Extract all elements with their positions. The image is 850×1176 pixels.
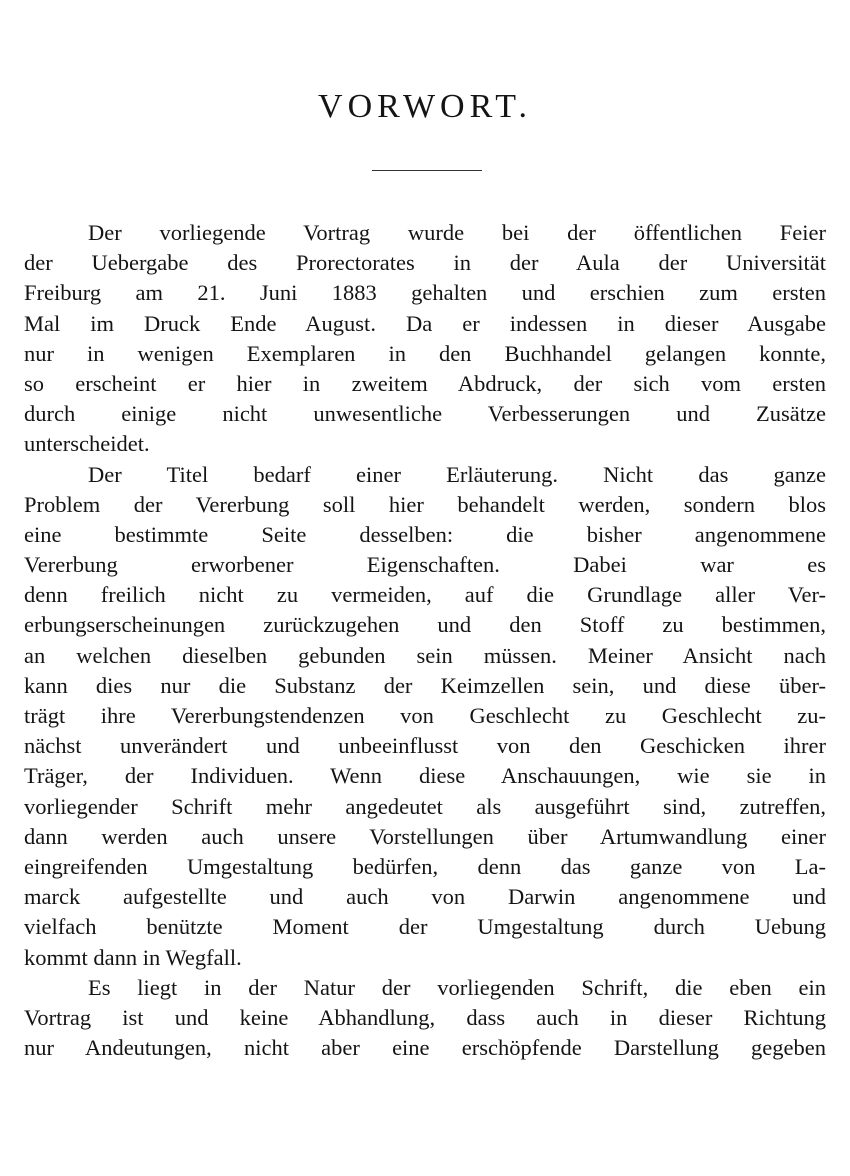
text-line: der Uebergabe des Prorectorates in der Aula der Universität xyxy=(24,250,826,276)
text-line: eine bestimmte Seite desselben: die bisher angenommene xyxy=(24,521,826,547)
text-line: nur Andeutungen, nicht aber eine erschöpfende Darstellung gegeben xyxy=(24,1035,826,1061)
text-line: kann dies nur die Substanz der Keimzellen sein, und diese über- xyxy=(24,672,826,698)
text-line: vielfach benützte Moment der Umgestaltung durch Uebung xyxy=(24,914,826,940)
page-title: VORWORT. xyxy=(318,88,532,125)
text-line: nur in wenigen Exemplaren in den Buchhandel gelangen konnte, xyxy=(24,340,826,366)
text-line: kommt dann in Wegfall. xyxy=(24,944,242,970)
text-line: durch einige nicht unwesentliche Verbesserungen und Zusätze xyxy=(24,401,826,427)
text-line: so erscheint er hier in zweitem Abdruck, der sich vom ersten xyxy=(24,370,826,396)
text-line: trägt ihre Vererbungstendenzen von Geschlecht zu Geschlecht zu- xyxy=(24,703,826,728)
text-line: Mal im Druck Ende August. Da er indessen in dieser Ausgabe xyxy=(24,310,826,336)
preface-text xyxy=(24,218,826,1063)
text-line: Vortrag ist und keine Abhandlung, dass auch in dieser Richtung xyxy=(24,1004,826,1030)
text-line: nächst unverändert und unbeeinflusst von den Geschicken ihrer xyxy=(24,733,826,759)
text-line: Der vorliegende Vortrag wurde bei der öffentlichen Feier xyxy=(88,220,826,245)
title-divider xyxy=(372,170,482,171)
text-line: Es liegt in der Natur der vorliegenden Schrift, die eben ein xyxy=(88,974,826,1000)
text-line: Problem der Vererbung soll hier behandelt werden, sondern blos xyxy=(24,491,826,517)
text-line: marck aufgestellte und auch von Darwin angenommene und xyxy=(24,884,826,910)
text-line: an welchen dieselben gebunden sein müssen. Meiner Ansicht nach xyxy=(24,642,826,668)
text-line: vorliegender Schrift mehr angedeutet als ausgeführt sind, zutreffen, xyxy=(24,793,826,819)
text-line: eingreifenden Umgestaltung bedürfen, denn das ganze von La- xyxy=(24,853,826,879)
text-line: unterscheidet. xyxy=(24,431,150,457)
text-line: erbungserscheinungen zurückzugehen und den Stoff zu bestimmen, xyxy=(24,612,826,638)
text-line: Träger, der Individuen. Wenn diese Anschauungen, wie sie in xyxy=(24,763,826,789)
text-line: Freiburg am 21. Juni 1883 gehalten und erschien zum ersten xyxy=(24,280,826,306)
text-line: denn freilich nicht zu vermeiden, auf die Grundlage aller Ver- xyxy=(24,582,826,608)
text-line: Vererbung erworbener Eigenschaften. Dabei war es xyxy=(24,552,826,578)
text-line: dann werden auch unsere Vorstellungen über Artumwandlung einer xyxy=(24,823,826,849)
text-line: Der Titel bedarf einer Erläuterung. Nicht das ganze xyxy=(88,461,826,487)
